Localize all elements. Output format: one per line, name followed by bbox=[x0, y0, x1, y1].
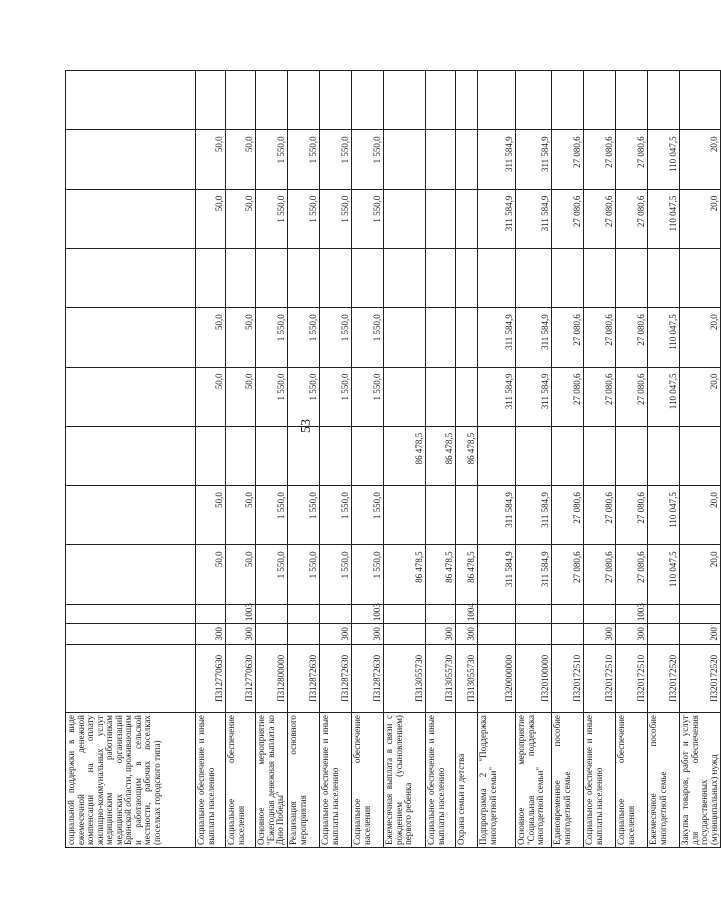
target-code-cell: П320172520 bbox=[648, 644, 680, 712]
row-name-cell: Социальное обеспечение и иные выплаты населению bbox=[584, 713, 616, 848]
target-code-cell: П312872630 bbox=[288, 644, 320, 712]
amount-cell bbox=[426, 308, 456, 367]
amount-cell: 27 080,6 bbox=[552, 486, 584, 545]
amount-cell bbox=[288, 248, 320, 307]
amount-cell bbox=[256, 426, 288, 485]
amount-cell bbox=[456, 486, 478, 545]
amount-cell: 27 080,6 bbox=[584, 130, 616, 189]
table-row bbox=[478, 71, 516, 848]
table-row bbox=[584, 71, 616, 848]
amount-cell: 86 478,5 bbox=[426, 426, 456, 485]
row-name-cell: Социальное обеспечение населения bbox=[226, 713, 256, 848]
amount-cell: 1 550,0 bbox=[256, 367, 288, 426]
amount-cell: 311 584,9 bbox=[478, 308, 516, 367]
section-code-cell bbox=[256, 604, 288, 623]
amount-cell bbox=[352, 426, 384, 485]
amount-cell: 1 550,0 bbox=[256, 545, 288, 604]
amount-cell bbox=[226, 248, 256, 307]
amount-cell: 1 550,0 bbox=[352, 308, 384, 367]
row-name-cell: Единовременное пособие многодетной семье bbox=[552, 713, 584, 848]
expense-type-cell bbox=[516, 624, 552, 644]
amount-cell: 27 080,6 bbox=[616, 189, 648, 248]
section-code-cell bbox=[426, 604, 456, 623]
amount-cell bbox=[552, 71, 584, 130]
amount-cell bbox=[478, 426, 516, 485]
amount-cell bbox=[552, 248, 584, 307]
amount-cell: 110 047,5 bbox=[648, 545, 680, 604]
amount-cell bbox=[648, 248, 680, 307]
amount-cell bbox=[384, 189, 426, 248]
amount-cell: 311 584,9 bbox=[516, 189, 552, 248]
amount-cell bbox=[196, 426, 226, 485]
amount-cell: 27 080,6 bbox=[584, 545, 616, 604]
amount-cell: 1 550,0 bbox=[256, 189, 288, 248]
section-code-cell bbox=[288, 604, 320, 623]
row-name-cell: Ежемесячное пособие многодетной семье bbox=[648, 713, 680, 848]
amount-cell bbox=[66, 486, 196, 545]
amount-cell bbox=[456, 130, 478, 189]
amount-cell: 50,0 bbox=[226, 486, 256, 545]
expense-type-cell bbox=[384, 624, 426, 644]
amount-cell: 1 550,0 bbox=[256, 308, 288, 367]
amount-cell bbox=[66, 426, 196, 485]
amount-cell bbox=[226, 71, 256, 130]
expense-type-cell bbox=[288, 624, 320, 644]
amount-cell bbox=[352, 248, 384, 307]
section-code-cell bbox=[552, 604, 584, 623]
table-row bbox=[680, 71, 721, 848]
amount-cell: 311 584,9 bbox=[516, 308, 552, 367]
amount-cell: 311 584,9 bbox=[478, 189, 516, 248]
amount-cell bbox=[288, 426, 320, 485]
row-name-cell: Социальное обеспечение и иные выплаты населению bbox=[196, 713, 226, 848]
amount-cell bbox=[516, 426, 552, 485]
expense-type-cell: 300 bbox=[352, 624, 384, 644]
amount-cell bbox=[66, 367, 196, 426]
amount-cell bbox=[680, 248, 721, 307]
target-code-cell: П320000000 bbox=[478, 644, 516, 712]
amount-cell bbox=[478, 71, 516, 130]
expense-type-cell: 300 bbox=[616, 624, 648, 644]
amount-cell: 86 478,5 bbox=[456, 545, 478, 604]
target-code-cell: П320172510 bbox=[552, 644, 584, 712]
amount-cell: 86 478,5 bbox=[426, 545, 456, 604]
budget-table bbox=[65, 70, 721, 848]
expense-type-cell: 200 bbox=[680, 624, 721, 644]
rotated-table-container bbox=[65, 70, 719, 848]
amount-cell bbox=[426, 71, 456, 130]
amount-cell: 1 550,0 bbox=[288, 486, 320, 545]
amount-cell bbox=[456, 367, 478, 426]
target-code-cell bbox=[66, 644, 196, 712]
amount-cell: 110 047,5 bbox=[648, 189, 680, 248]
amount-cell: 27 080,6 bbox=[584, 189, 616, 248]
row-name-cell: Социальное обеспечение населения bbox=[352, 713, 384, 848]
amount-cell bbox=[66, 71, 196, 130]
expense-type-cell: 300 bbox=[584, 624, 616, 644]
amount-cell: 27 080,6 bbox=[616, 486, 648, 545]
amount-cell: 27 080,6 bbox=[616, 308, 648, 367]
amount-cell: 311 584,9 bbox=[478, 367, 516, 426]
section-code-cell: 1003 bbox=[226, 604, 256, 623]
table-row bbox=[66, 71, 196, 848]
amount-cell: 27 080,6 bbox=[616, 367, 648, 426]
amount-cell: 1 550,0 bbox=[320, 486, 352, 545]
amount-cell: 20,0 bbox=[680, 545, 721, 604]
amount-cell: 311 584,9 bbox=[478, 486, 516, 545]
amount-cell: 50,0 bbox=[196, 367, 226, 426]
table-row bbox=[196, 71, 226, 848]
amount-cell bbox=[66, 545, 196, 604]
expense-type-cell bbox=[648, 624, 680, 644]
target-code-cell: П312872630 bbox=[352, 644, 384, 712]
table-row bbox=[426, 71, 456, 848]
amount-cell: 50,0 bbox=[226, 130, 256, 189]
amount-cell: 1 550,0 bbox=[320, 367, 352, 426]
amount-cell bbox=[66, 130, 196, 189]
amount-cell: 27 080,6 bbox=[616, 545, 648, 604]
row-name-cell: социальной поддержки в виде ежемесячной денежной компенсации на оплату жилищно-коммунальных услуг медицинским работникам медицинских организаций Брянской области, проживающим и работающим в сельской местности, рабочих поселках (поселках городского типа) bbox=[66, 713, 196, 848]
amount-cell bbox=[226, 426, 256, 485]
target-code-cell: П320172510 bbox=[584, 644, 616, 712]
amount-cell bbox=[384, 71, 426, 130]
amount-cell: 20,0 bbox=[680, 367, 721, 426]
amount-cell bbox=[66, 308, 196, 367]
table-row bbox=[616, 71, 648, 848]
section-code-cell bbox=[320, 604, 352, 623]
amount-cell: 1 550,0 bbox=[320, 308, 352, 367]
amount-cell: 50,0 bbox=[226, 308, 256, 367]
target-code-cell: П312770630 bbox=[226, 644, 256, 712]
row-name-cell: Основное мероприятие "Ежегодная денежная выплата ко Дню Победы" bbox=[256, 713, 288, 848]
amount-cell: 311 584,9 bbox=[516, 545, 552, 604]
page-number: 53 bbox=[299, 419, 314, 433]
amount-cell bbox=[648, 71, 680, 130]
section-code-cell: 1004 bbox=[456, 604, 478, 623]
expense-type-cell bbox=[552, 624, 584, 644]
row-name-cell: Социальное обеспечение населения bbox=[616, 713, 648, 848]
section-code-cell: 1003 bbox=[616, 604, 648, 623]
amount-cell bbox=[384, 308, 426, 367]
amount-cell bbox=[384, 486, 426, 545]
amount-cell: 311 584,9 bbox=[478, 130, 516, 189]
amount-cell bbox=[66, 189, 196, 248]
target-code-cell: П313055730 bbox=[384, 644, 426, 712]
amount-cell bbox=[320, 71, 352, 130]
amount-cell bbox=[680, 71, 721, 130]
section-code-cell bbox=[66, 604, 196, 623]
amount-cell bbox=[456, 308, 478, 367]
table-row bbox=[226, 71, 256, 848]
amount-cell: 27 080,6 bbox=[584, 367, 616, 426]
table-row bbox=[288, 71, 320, 848]
amount-cell bbox=[320, 248, 352, 307]
amount-cell: 20,0 bbox=[680, 486, 721, 545]
amount-cell bbox=[256, 248, 288, 307]
amount-cell bbox=[584, 426, 616, 485]
amount-cell: 50,0 bbox=[196, 189, 226, 248]
row-name-cell: Подпрограмма 2 "Поддержка многодетной семьи" bbox=[478, 713, 516, 848]
table-row bbox=[384, 71, 426, 848]
amount-cell: 1 550,0 bbox=[320, 189, 352, 248]
target-code-cell: П312770630 bbox=[196, 644, 226, 712]
amount-cell bbox=[288, 71, 320, 130]
amount-cell: 1 550,0 bbox=[288, 308, 320, 367]
amount-cell: 1 550,0 bbox=[288, 545, 320, 604]
amount-cell bbox=[456, 248, 478, 307]
amount-cell bbox=[384, 130, 426, 189]
amount-cell bbox=[426, 367, 456, 426]
amount-cell: 1 550,0 bbox=[288, 189, 320, 248]
table-row bbox=[256, 71, 288, 848]
amount-cell bbox=[552, 426, 584, 485]
target-code-cell: П312800000 bbox=[256, 644, 288, 712]
amount-cell: 1 550,0 bbox=[352, 545, 384, 604]
amount-cell: 311 584,9 bbox=[516, 367, 552, 426]
amount-cell: 50,0 bbox=[226, 189, 256, 248]
amount-cell bbox=[680, 426, 721, 485]
row-name-cell: Социальное обеспечение и иные выплаты населению bbox=[426, 713, 456, 848]
target-code-cell: П320172510 bbox=[616, 644, 648, 712]
amount-cell: 50,0 bbox=[196, 486, 226, 545]
amount-cell bbox=[516, 71, 552, 130]
amount-cell: 50,0 bbox=[226, 545, 256, 604]
row-name-cell: Реализация основного мероприятия bbox=[288, 713, 320, 848]
amount-cell: 27 080,6 bbox=[552, 189, 584, 248]
table-row bbox=[456, 71, 478, 848]
expense-type-cell: 300 bbox=[456, 624, 478, 644]
amount-cell: 1 550,0 bbox=[352, 130, 384, 189]
table-body bbox=[66, 71, 721, 848]
amount-cell: 311 584,9 bbox=[478, 545, 516, 604]
section-code-cell bbox=[384, 604, 426, 623]
amount-cell bbox=[426, 248, 456, 307]
amount-cell bbox=[648, 426, 680, 485]
amount-cell: 27 080,6 bbox=[552, 130, 584, 189]
target-code-cell: П320172520 bbox=[680, 644, 721, 712]
amount-cell: 20,0 bbox=[680, 189, 721, 248]
amount-cell bbox=[516, 248, 552, 307]
row-name-cell: Социальное обеспечение и иные выплаты населению bbox=[320, 713, 352, 848]
section-code-cell bbox=[478, 604, 516, 623]
target-code-cell: П312872630 bbox=[320, 644, 352, 712]
amount-cell: 86 478,5 bbox=[456, 426, 478, 485]
section-code-cell bbox=[516, 604, 552, 623]
amount-cell: 27 080,6 bbox=[552, 308, 584, 367]
amount-cell bbox=[426, 130, 456, 189]
amount-cell: 27 080,6 bbox=[584, 486, 616, 545]
table-row bbox=[352, 71, 384, 848]
amount-cell: 1 550,0 bbox=[256, 486, 288, 545]
table-row bbox=[320, 71, 352, 848]
amount-cell: 110 047,5 bbox=[648, 486, 680, 545]
amount-cell bbox=[426, 486, 456, 545]
amount-cell bbox=[584, 248, 616, 307]
row-name-cell: Ежемесячная выплата в связи с рождением (усыновлением) первого ребенка bbox=[384, 713, 426, 848]
amount-cell bbox=[320, 426, 352, 485]
row-name-cell: Основное мероприятие "Социальная поддержка многодетной семьи" bbox=[516, 713, 552, 848]
target-code-cell: П313055730 bbox=[456, 644, 478, 712]
amount-cell bbox=[456, 71, 478, 130]
amount-cell: 50,0 bbox=[196, 308, 226, 367]
amount-cell bbox=[584, 71, 616, 130]
expense-type-cell: 300 bbox=[320, 624, 352, 644]
amount-cell: 27 080,6 bbox=[552, 545, 584, 604]
amount-cell bbox=[196, 71, 226, 130]
row-name-cell: Закупка товаров, работ и услуг для обеспечения государственных (муниципальных) нужд bbox=[680, 713, 721, 848]
amount-cell: 1 550,0 bbox=[352, 189, 384, 248]
table-row bbox=[648, 71, 680, 848]
amount-cell: 27 080,6 bbox=[552, 367, 584, 426]
amount-cell bbox=[384, 367, 426, 426]
amount-cell bbox=[66, 248, 196, 307]
amount-cell: 1 550,0 bbox=[256, 130, 288, 189]
section-code-cell bbox=[680, 604, 721, 623]
amount-cell: 20,0 bbox=[680, 130, 721, 189]
amount-cell: 20,0 bbox=[680, 308, 721, 367]
expense-type-cell: 300 bbox=[426, 624, 456, 644]
target-code-cell: П313055730 bbox=[426, 644, 456, 712]
expense-type-cell bbox=[256, 624, 288, 644]
amount-cell: 50,0 bbox=[196, 130, 226, 189]
target-code-cell: П320100000 bbox=[516, 644, 552, 712]
amount-cell bbox=[478, 248, 516, 307]
amount-cell: 50,0 bbox=[226, 367, 256, 426]
section-code-cell: 1003 bbox=[352, 604, 384, 623]
section-code-cell bbox=[584, 604, 616, 623]
amount-cell: 1 550,0 bbox=[288, 130, 320, 189]
expense-type-cell: 300 bbox=[196, 624, 226, 644]
amount-cell bbox=[196, 248, 226, 307]
amount-cell: 50,0 bbox=[196, 545, 226, 604]
table-row bbox=[516, 71, 552, 848]
amount-cell: 1 550,0 bbox=[320, 545, 352, 604]
expense-type-cell: 300 bbox=[226, 624, 256, 644]
amount-cell: 86 478,5 bbox=[384, 545, 426, 604]
amount-cell bbox=[616, 248, 648, 307]
amount-cell bbox=[426, 189, 456, 248]
amount-cell: 1 550,0 bbox=[352, 486, 384, 545]
amount-cell bbox=[616, 426, 648, 485]
amount-cell: 27 080,6 bbox=[584, 308, 616, 367]
table-row bbox=[552, 71, 584, 848]
amount-cell: 311 584,9 bbox=[516, 486, 552, 545]
amount-cell bbox=[456, 189, 478, 248]
amount-cell: 1 550,0 bbox=[352, 367, 384, 426]
amount-cell: 1 550,0 bbox=[288, 367, 320, 426]
section-code-cell bbox=[648, 604, 680, 623]
expense-type-cell bbox=[66, 624, 196, 644]
amount-cell: 86 478,5 bbox=[384, 426, 426, 485]
amount-cell: 110 047,5 bbox=[648, 308, 680, 367]
amount-cell: 110 047,5 bbox=[648, 367, 680, 426]
amount-cell: 1 550,0 bbox=[320, 130, 352, 189]
amount-cell: 311 584,9 bbox=[516, 130, 552, 189]
amount-cell bbox=[384, 248, 426, 307]
amount-cell bbox=[352, 71, 384, 130]
amount-cell: 27 080,6 bbox=[616, 130, 648, 189]
section-code-cell bbox=[196, 604, 226, 623]
amount-cell: 110 047,5 bbox=[648, 130, 680, 189]
amount-cell bbox=[256, 71, 288, 130]
row-name-cell: Охрана семьи и детства bbox=[456, 713, 478, 848]
expense-type-cell bbox=[478, 624, 516, 644]
amount-cell bbox=[616, 71, 648, 130]
